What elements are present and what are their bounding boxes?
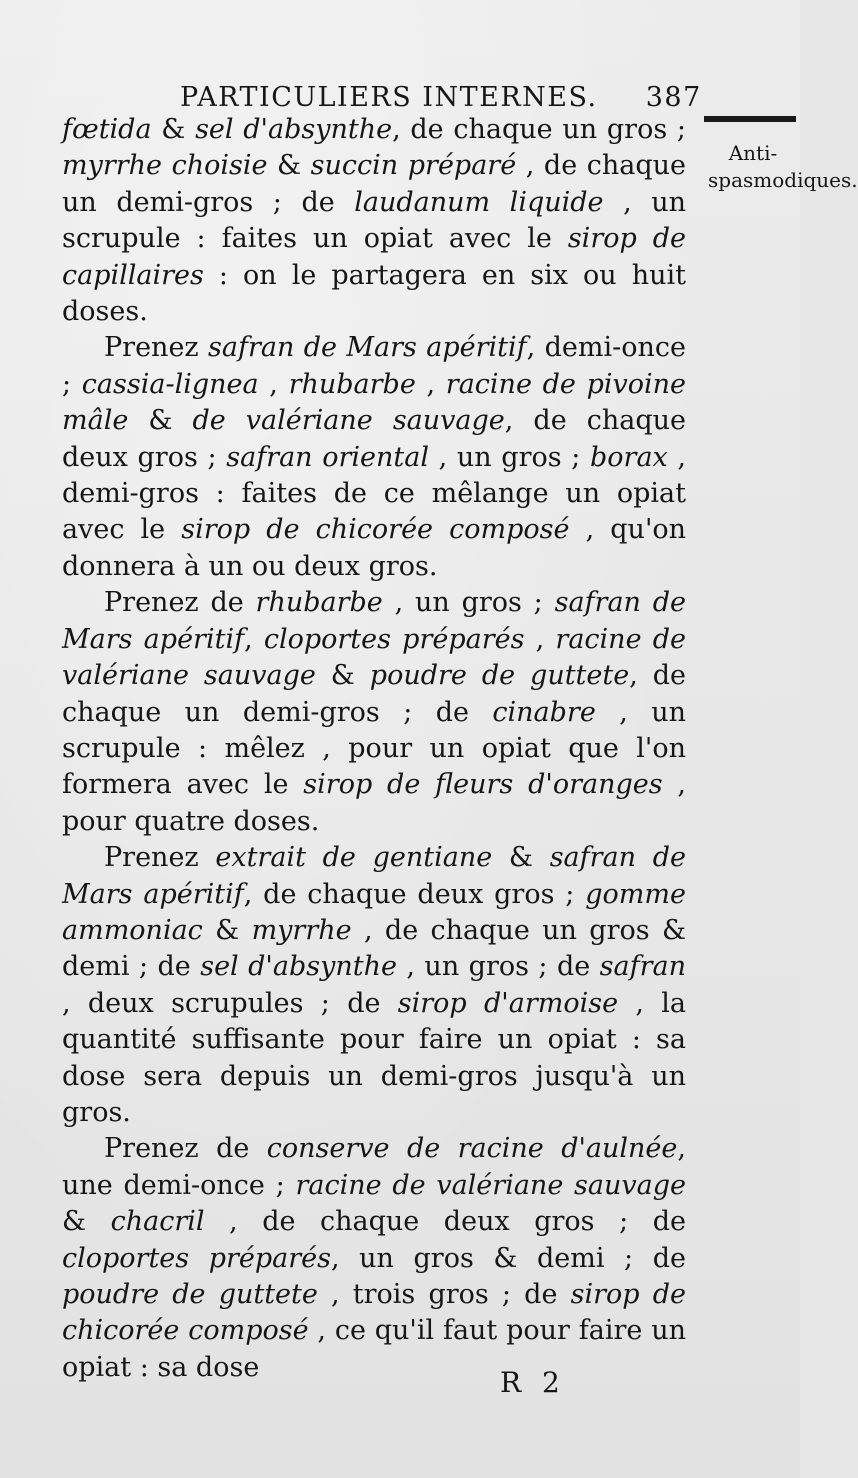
italic-term: poudre de guttete (369, 660, 630, 692)
paragraph (62, 1131, 686, 1386)
text-run: & (267, 150, 311, 182)
text-run: , un gros & demi ; de (331, 1242, 686, 1274)
italic-term: racine de valériane sauvage (62, 623, 686, 692)
text-run: , demi-once ; (62, 332, 686, 400)
margin-note: Anti-spasmodiques. (708, 141, 858, 192)
text-run: & (315, 660, 370, 692)
paragraph (62, 585, 686, 840)
text-run: Prenez de (104, 1133, 267, 1165)
italic-term: rhubarbe (255, 587, 383, 619)
italic-term: fœtida (62, 114, 152, 145)
italic-term: extrait de gentiane (215, 842, 493, 874)
text-run: , (524, 623, 556, 655)
text-run: , de chaque un demi-gros ; de (62, 150, 687, 218)
text-run: & (128, 405, 193, 437)
text-run: , (258, 368, 289, 400)
text-run: , pour quatre doses. (62, 769, 687, 837)
running-header (180, 82, 702, 113)
text-run: , de chaque deux gros ; (243, 878, 586, 910)
text-run: , de chaque un gros & demi ; de (62, 914, 687, 983)
margin-rule (704, 116, 796, 122)
text-run: , trois gros ; de (317, 1279, 571, 1310)
text-run: , (415, 368, 446, 400)
italic-term: gomme ammoniac (62, 878, 686, 946)
paragraph (62, 112, 686, 330)
signature-mark: R 2 (500, 1366, 566, 1399)
text-run: Prenez de (104, 587, 256, 619)
text-run: & (202, 914, 252, 946)
paragraph (62, 840, 686, 1131)
italic-term: cloportes préparés (62, 1242, 332, 1274)
text-run: , deux scrupules ; de (62, 987, 398, 1019)
italic-term: cloportes préparés (263, 623, 525, 655)
text-run: & (492, 842, 550, 874)
italic-term: de valériane sauvage (192, 405, 505, 437)
italic-term: laudanum liquide (354, 186, 604, 218)
italic-term: sirop de capillaires (62, 223, 686, 291)
italic-term: sirop d'armoise (397, 987, 619, 1019)
italic-term: safran de Mars apéritif (62, 842, 687, 910)
header-title: PARTICULIERS INTERNES. (180, 82, 598, 113)
italic-term: safran oriental (226, 441, 429, 473)
text-run: , qu'on donnera à un ou deux gros. (62, 514, 687, 582)
text-run: , de chaque un gros ; (392, 114, 687, 145)
italic-term: rhubarbe (288, 368, 416, 400)
italic-term: sirop de chicorée composé (62, 1279, 686, 1347)
text-run: Prenez (104, 842, 216, 874)
italic-term: myrrhe choisie (62, 150, 268, 182)
italic-term: cassia-lignea (81, 368, 259, 400)
italic-term: safran (599, 951, 687, 983)
text-run: , un scrupule : faites un opiat avec le (62, 186, 686, 255)
text-run: , de chaque deux gros ; (62, 405, 686, 473)
text-run: , un gros ; de (396, 951, 600, 983)
text-run: & (62, 1206, 111, 1238)
text-run: , (244, 623, 264, 655)
text-run: , la quantité suffisante pour faire un opiat : sa dose sera depuis un demi-gros jusqu'à un gros. (62, 987, 687, 1128)
text-run: , demi-gros : faites de ce mêlange un opiat avec le (62, 441, 687, 546)
body-text (62, 112, 686, 1386)
italic-term: racine de pivoine mâle (62, 368, 686, 437)
italic-term: racine de valériane sauvage (295, 1169, 686, 1201)
italic-term: sirop de chicorée composé (181, 514, 570, 546)
italic-term: chacril (110, 1206, 205, 1238)
text-run: , un gros ; (428, 441, 590, 473)
text-run: , ce qu'il faut pour faire un opiat : sa dose (62, 1315, 686, 1383)
italic-term: succin préparé (310, 150, 517, 182)
italic-term: poudre de guttete (62, 1279, 318, 1310)
italic-term: safran de Mars apéritif (208, 332, 527, 364)
page-number: 387 (645, 82, 702, 113)
italic-term: conserve de racine d'aulnée (266, 1133, 678, 1165)
italic-term: sirop de fleurs d'oranges (303, 769, 663, 801)
text-run: , de chaque un demi-gros ; de (62, 660, 687, 728)
text-run: : on le partagera en six ou huit doses. (62, 259, 686, 328)
italic-term: safran de Mars apéritif (62, 587, 687, 655)
paragraph (62, 330, 686, 585)
italic-term: sel d'absynthe (195, 114, 393, 145)
italic-term: borax (590, 441, 668, 473)
text-run: , une demi-once ; (62, 1133, 686, 1201)
text-run: , de chaque deux gros ; de (204, 1206, 686, 1238)
text-run: & (151, 114, 196, 145)
text-run: Prenez (104, 332, 209, 364)
italic-term: myrrhe (251, 914, 352, 946)
italic-term: sel d'absynthe (200, 951, 397, 983)
text-run: , un gros ; (382, 587, 555, 619)
italic-term: cinabre (492, 696, 596, 728)
text-run: , un scrupule : mêlez , pour un opiat que l'on formera avec le (62, 696, 686, 801)
